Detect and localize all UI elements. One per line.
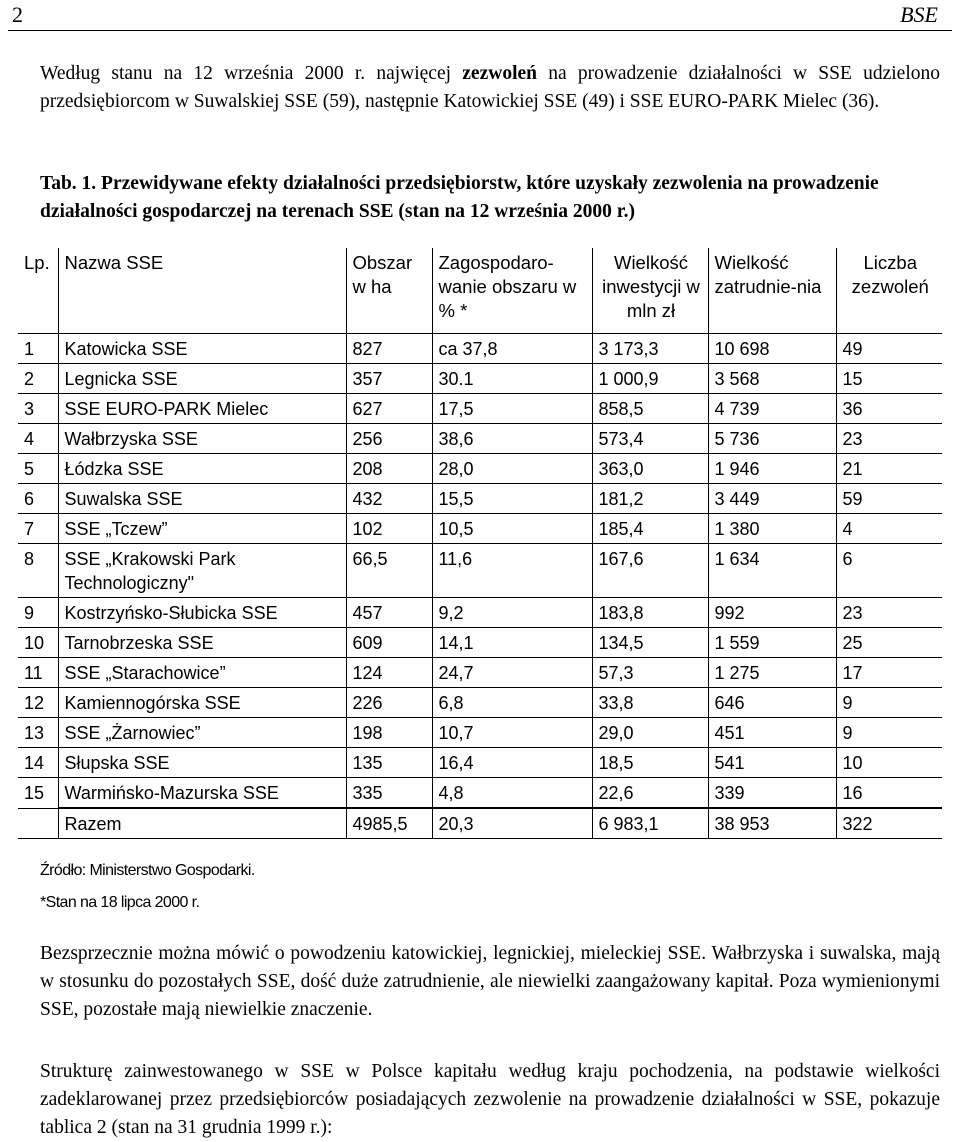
cell-name: SSE „Krakowski Park Technologiczny" — [58, 544, 346, 598]
cell-employment: 1 380 — [708, 514, 836, 544]
cell-investment: 22,6 — [592, 778, 708, 809]
cell-area: 609 — [346, 628, 432, 658]
cell-name: SSE „Starachowice” — [58, 658, 346, 688]
table-row — [18, 364, 942, 394]
cell-usage: 9,2 — [432, 598, 592, 628]
cell-area: 357 — [346, 364, 432, 394]
page-header — [8, 0, 952, 31]
running-title: BSE — [900, 2, 938, 27]
table-row — [18, 544, 942, 598]
cell-name: Kostrzyńsko-Słubicka SSE — [58, 598, 346, 628]
cell-lp: 14 — [18, 748, 58, 778]
table-row — [18, 454, 942, 484]
cell-employment: 339 — [708, 778, 836, 809]
cell-permits: 23 — [836, 598, 942, 628]
table-row — [18, 514, 942, 544]
cell-name: Tarnobrzeska SSE — [58, 628, 346, 658]
cell-area: 4985,5 — [346, 808, 432, 839]
sse-effects-table — [18, 248, 942, 839]
asterisk-note: *Stan na 18 lipca 2000 r. — [40, 894, 200, 911]
cell-employment: 10 698 — [708, 334, 836, 364]
cell-employment: 1 946 — [708, 454, 836, 484]
cell-lp: 6 — [18, 484, 58, 514]
cell-investment: 134,5 — [592, 628, 708, 658]
paragraph-structure: Strukturę zainwestowanego w SSE w Polsce kapitału według kraju pochodzenia, na podstawie wielkości zadeklarowanej przez przedsiębiorców posiadających zezwolenie na prowadzenie działalności w SSE, pokazuje tablica 2 (stan na 31 grudnia 1999 r.): — [40, 1061, 940, 1138]
header-investment: Wielkość inwestycji w mln zł — [592, 248, 708, 334]
cell-name: Katowicka SSE — [58, 334, 346, 364]
cell-investment: 3 173,3 — [592, 334, 708, 364]
intro-bold-word: zezwoleń — [462, 63, 537, 84]
cell-lp: 13 — [18, 718, 58, 748]
cell-employment: 3 568 — [708, 364, 836, 394]
cell-permits: 59 — [836, 484, 942, 514]
table-row — [18, 484, 942, 514]
cell-usage: 24,7 — [432, 658, 592, 688]
cell-lp: 9 — [18, 598, 58, 628]
table-row — [18, 334, 942, 364]
paragraph-success: Bezsprzecznie można mówić o powodzeniu katowickiej, legnickiej, mieleckiej SSE. Wałbrzyska i suwalska, mają w stosunku do pozostałych SSE, dość duże zatrudnienie, ale niewielki zaangażowany kapitał. Poza wymienionymi SSE, pozostałe mają niewielkie znaczenie. — [40, 943, 940, 1020]
cell-area: 627 — [346, 394, 432, 424]
cell-usage: 28,0 — [432, 454, 592, 484]
cell-usage: 15,5 — [432, 484, 592, 514]
cell-permits: 23 — [836, 424, 942, 454]
cell-employment: 4 739 — [708, 394, 836, 424]
cell-permits: 17 — [836, 658, 942, 688]
cell-lp — [18, 808, 58, 839]
cell-usage: 38,6 — [432, 424, 592, 454]
cell-permits: 36 — [836, 394, 942, 424]
cell-usage: 16,4 — [432, 748, 592, 778]
cell-usage: 10,5 — [432, 514, 592, 544]
cell-usage: 4,8 — [432, 778, 592, 809]
table-header-row — [18, 248, 942, 334]
table-row — [18, 424, 942, 454]
cell-name: Łódzka SSE — [58, 454, 346, 484]
cell-area: 124 — [346, 658, 432, 688]
header-employment: Wielkość zatrudnie-nia — [708, 248, 836, 334]
cell-investment: 57,3 — [592, 658, 708, 688]
header-lp: Lp. — [24, 252, 50, 273]
header-area: Obszar w ha — [346, 248, 432, 334]
cell-area: 135 — [346, 748, 432, 778]
cell-area: 66,5 — [346, 544, 432, 598]
intro-text-start: Według stanu na 12 września 2000 r. najwięcej — [40, 63, 463, 84]
cell-permits: 10 — [836, 748, 942, 778]
cell-permits: 322 — [836, 808, 942, 839]
cell-permits: 4 — [836, 514, 942, 544]
cell-permits: 25 — [836, 628, 942, 658]
table-row — [18, 718, 942, 748]
cell-area: 432 — [346, 484, 432, 514]
table-row — [18, 778, 942, 809]
table-row — [18, 748, 942, 778]
cell-area: 256 — [346, 424, 432, 454]
cell-lp: 12 — [18, 688, 58, 718]
cell-investment: 181,2 — [592, 484, 708, 514]
cell-usage: 10,7 — [432, 718, 592, 748]
cell-lp: 1 — [18, 334, 58, 364]
cell-permits: 49 — [836, 334, 942, 364]
cell-lp: 5 — [18, 454, 58, 484]
cell-permits: 9 — [836, 718, 942, 748]
cell-area: 226 — [346, 688, 432, 718]
cell-investment: 363,0 — [592, 454, 708, 484]
header-name: Nazwa SSE — [58, 248, 346, 334]
cell-employment: 451 — [708, 718, 836, 748]
cell-lp: 7 — [18, 514, 58, 544]
cell-employment: 1 559 — [708, 628, 836, 658]
cell-name: Słupska SSE — [58, 748, 346, 778]
cell-lp: 8 — [18, 544, 58, 598]
table-row — [18, 628, 942, 658]
cell-area: 198 — [346, 718, 432, 748]
header-permits: Liczba zezwoleń — [836, 248, 942, 334]
table-row — [18, 598, 942, 628]
cell-permits: 6 — [836, 544, 942, 598]
cell-lp: 3 — [18, 394, 58, 424]
cell-name: Razem — [58, 808, 346, 839]
cell-usage: 6,8 — [432, 688, 592, 718]
source-note: Źródło: Ministerstwo Gospodarki. — [40, 862, 255, 879]
cell-name: Suwalska SSE — [58, 484, 346, 514]
cell-area: 335 — [346, 778, 432, 809]
cell-employment: 992 — [708, 598, 836, 628]
cell-area: 827 — [346, 334, 432, 364]
table-caption: Tab. 1. Przewidywane efekty działalności przedsiębiorstw, które uzyskały zezwolenia na prowadzenie działalności gospodarczej na terenach SSE (stan na 12 września 2000 r.) — [40, 173, 879, 222]
intro-text-end: na prowadzenie działalności w SSE udzielono przedsiębiorcom w Suwalskiej SSE (59), następnie Katowickiej SSE (49) i SSE EURO-PARK Mielec (36). — [40, 63, 941, 112]
cell-usage: 30.1 — [432, 364, 592, 394]
cell-employment: 1 275 — [708, 658, 836, 688]
cell-name: Kamiennogórska SSE — [58, 688, 346, 718]
cell-lp: 10 — [18, 628, 58, 658]
table-row — [18, 688, 942, 718]
cell-lp: 2 — [18, 364, 58, 394]
table-row — [18, 658, 942, 688]
table-total-row — [18, 808, 942, 839]
cell-investment: 183,8 — [592, 598, 708, 628]
cell-permits: 16 — [836, 778, 942, 809]
intro-paragraph — [40, 60, 940, 116]
cell-employment: 646 — [708, 688, 836, 718]
header-usage: Zagospodaro-wanie obszaru w % * — [432, 248, 592, 334]
cell-lp: 15 — [18, 778, 58, 809]
cell-usage: ca 37,8 — [432, 334, 592, 364]
cell-permits: 21 — [836, 454, 942, 484]
cell-investment: 167,6 — [592, 544, 708, 598]
cell-employment: 5 736 — [708, 424, 836, 454]
cell-employment: 541 — [708, 748, 836, 778]
cell-name: SSE EURO-PARK Mielec — [58, 394, 346, 424]
cell-investment: 185,4 — [592, 514, 708, 544]
cell-permits: 9 — [836, 688, 942, 718]
cell-employment: 3 449 — [708, 484, 836, 514]
cell-investment: 33,8 — [592, 688, 708, 718]
cell-investment: 6 983,1 — [592, 808, 708, 839]
cell-employment: 1 634 — [708, 544, 836, 598]
cell-area: 208 — [346, 454, 432, 484]
cell-permits: 15 — [836, 364, 942, 394]
cell-name: Warmińsko-Mazurska SSE — [58, 778, 346, 809]
cell-lp: 11 — [18, 658, 58, 688]
cell-employment: 38 953 — [708, 808, 836, 839]
cell-area: 457 — [346, 598, 432, 628]
cell-usage: 17,5 — [432, 394, 592, 424]
cell-usage: 11,6 — [432, 544, 592, 598]
cell-investment: 858,5 — [592, 394, 708, 424]
cell-investment: 29,0 — [592, 718, 708, 748]
cell-area: 102 — [346, 514, 432, 544]
cell-usage: 14,1 — [432, 628, 592, 658]
cell-name: SSE „Żarnowiec” — [58, 718, 346, 748]
cell-lp: 4 — [18, 424, 58, 454]
page-number: 2 — [12, 2, 23, 27]
cell-investment: 18,5 — [592, 748, 708, 778]
table-row — [18, 394, 942, 424]
cell-investment: 573,4 — [592, 424, 708, 454]
cell-usage: 20,3 — [432, 808, 592, 839]
cell-name: SSE „Tczew” — [58, 514, 346, 544]
cell-name: Legnicka SSE — [58, 364, 346, 394]
cell-name: Wałbrzyska SSE — [58, 424, 346, 454]
cell-investment: 1 000,9 — [592, 364, 708, 394]
